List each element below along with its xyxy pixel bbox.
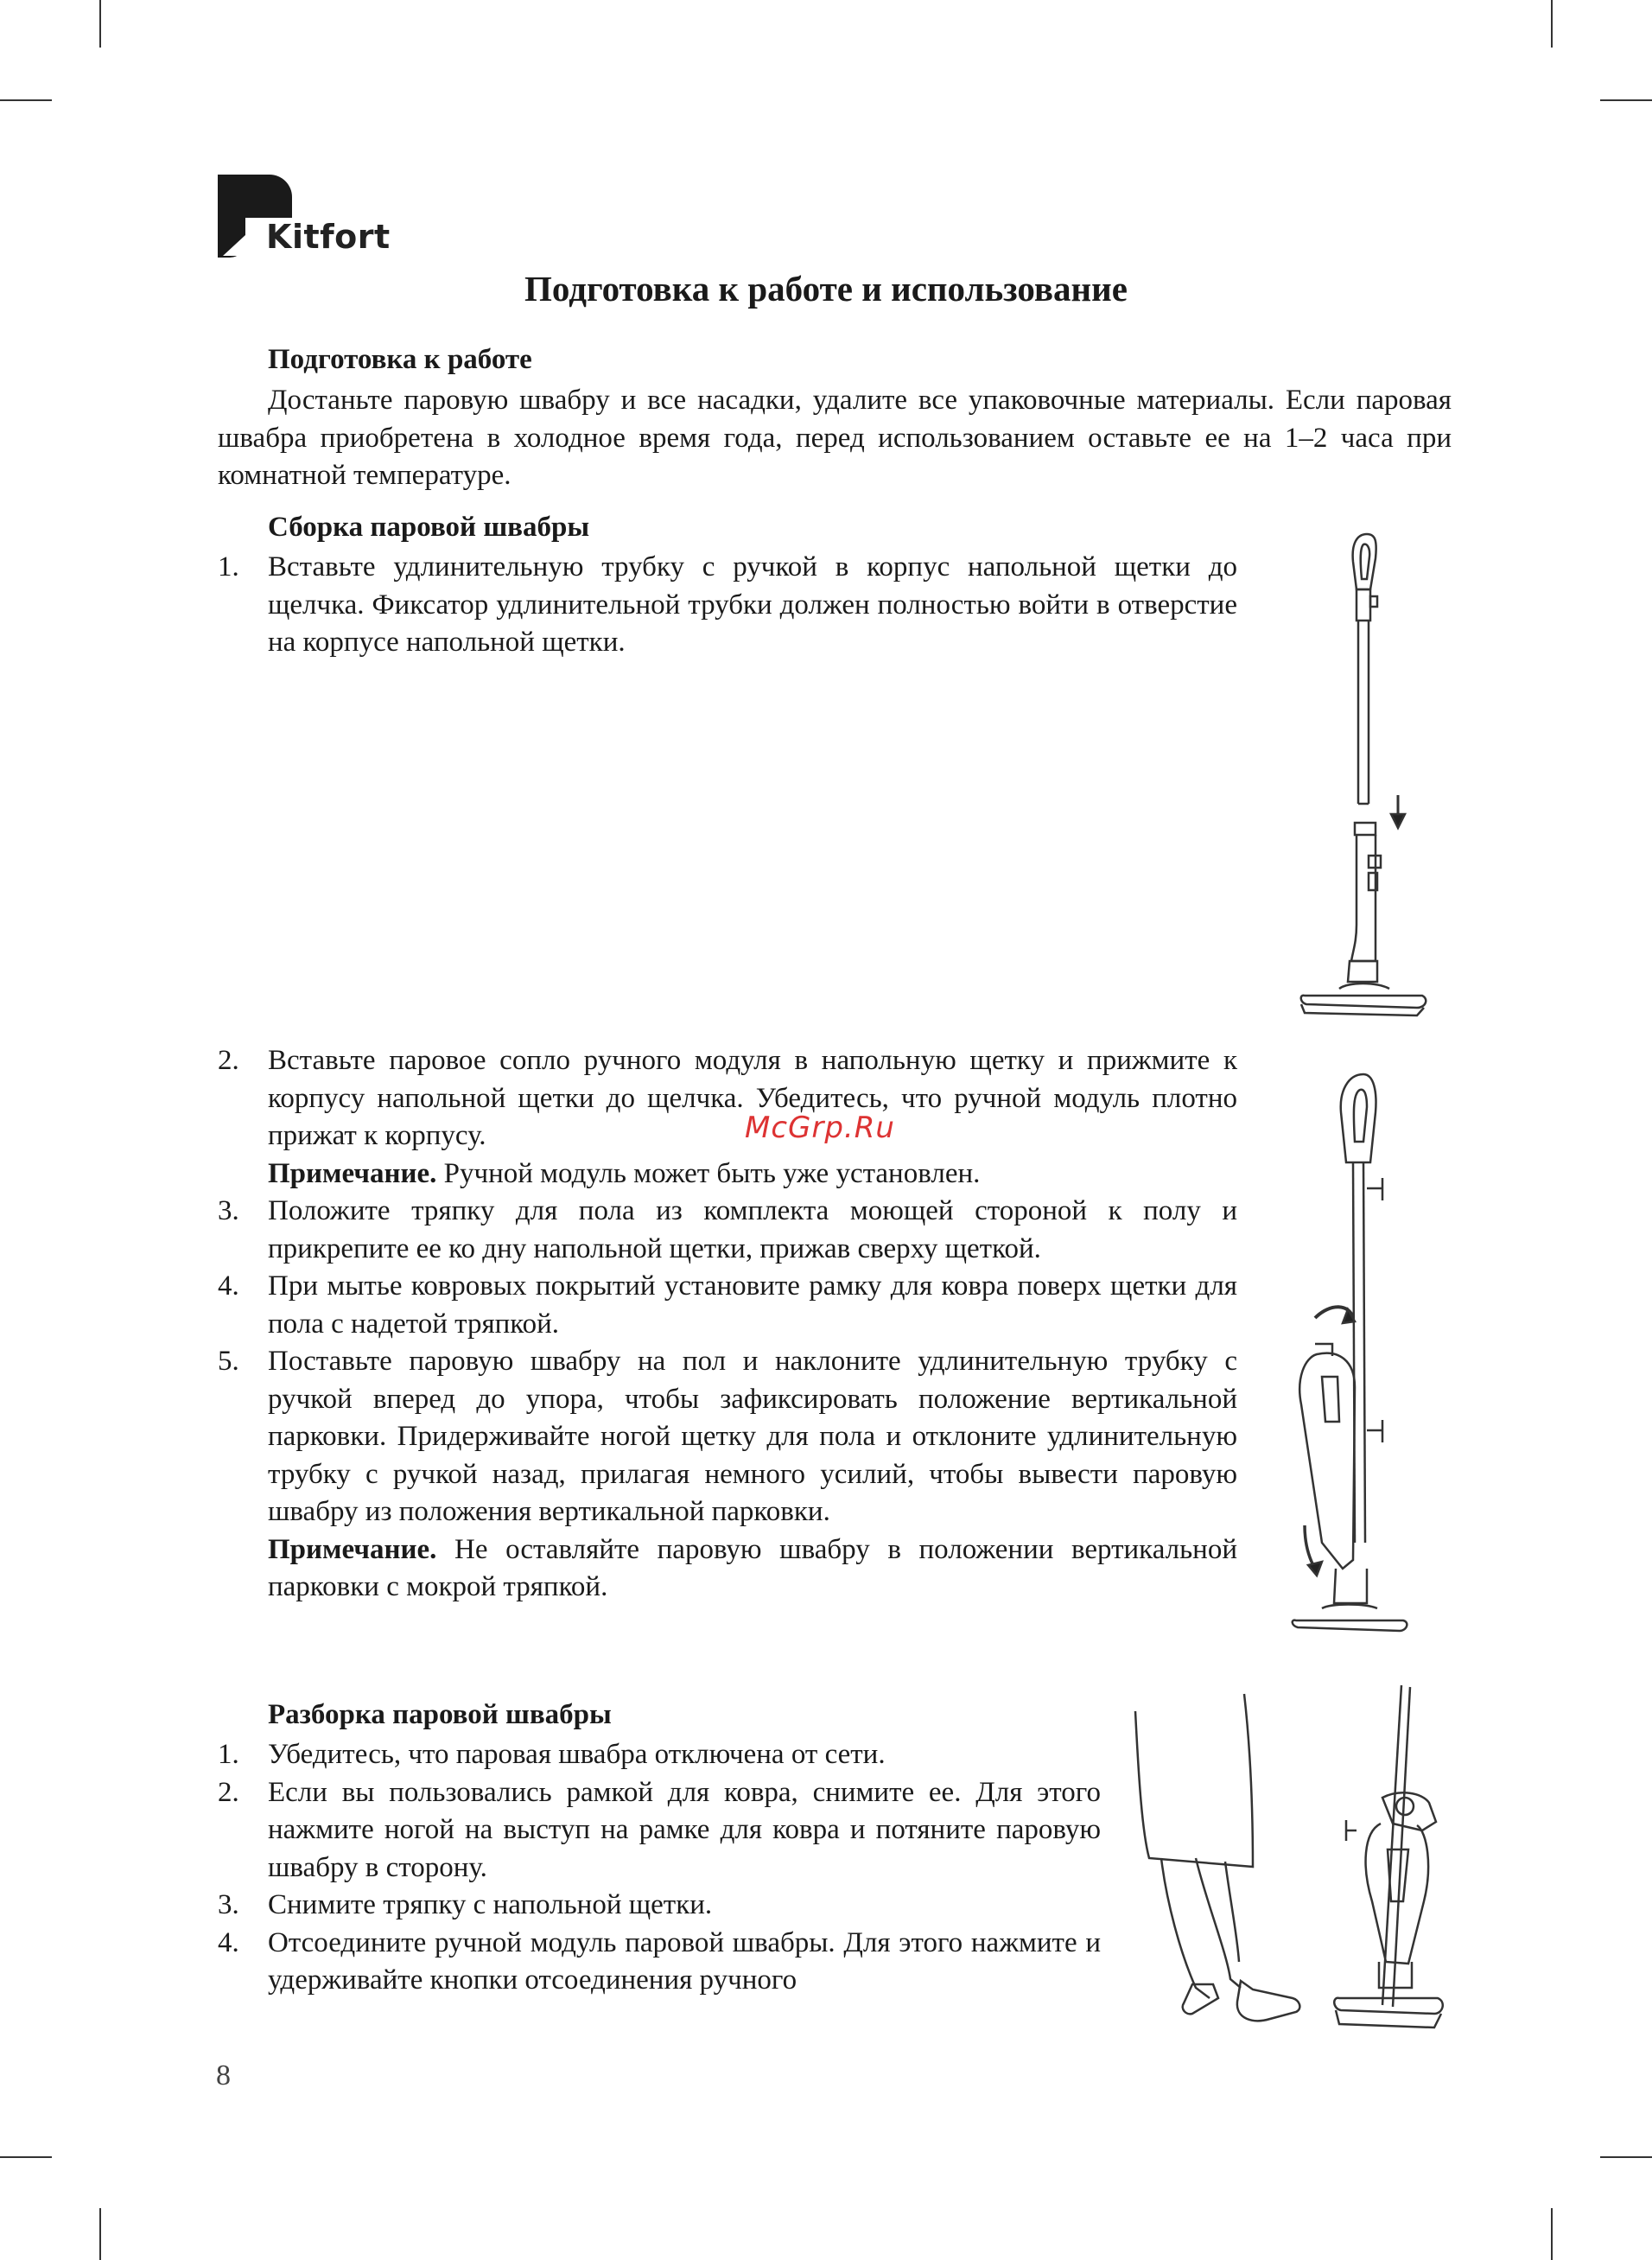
note-text: Не оставляйте паровую швабру в положении вертикальной парковки с мокрой тряпкой. [268, 1533, 1237, 1602]
list-item [218, 549, 1237, 662]
step-number: 1. [218, 551, 239, 583]
list-item [218, 1925, 1101, 2000]
note-label: Примечание. [268, 1533, 437, 1565]
step-number: 5. [218, 1346, 239, 1377]
disassembly-step-list [218, 1736, 1101, 2000]
step-text: Вставьте паровое сопло ручного модуля в напольную щетку и прижмите к корпусу напольной щетки до щелчка. Убедитесь, что ручной модуль плотно прижат к корпусу. [268, 1045, 1237, 1151]
page-number: 8 [216, 2059, 231, 2091]
step-text: При мытье ковровых покрытий установите рамку для ковра поверх щетки для пола с надетой тряпкой. [268, 1270, 1237, 1340]
list-item [218, 1343, 1237, 1531]
crop-mark [99, 2208, 101, 2260]
step-text: Если вы пользовались рамкой для ковра, снимите ее. Для этого нажмите ногой на выступ на рамке для ковра и потяните паровую швабру в сторону. [268, 1776, 1101, 1883]
step-number: 3. [218, 1195, 239, 1226]
prep-heading: Подготовка к работе [268, 344, 532, 375]
note [218, 1155, 1237, 1194]
note [218, 1531, 1237, 1607]
assembly-step-list-2 [218, 1042, 1237, 1607]
logo-text: Kitfort [266, 218, 391, 256]
mop-disassembly-illustration [1123, 1677, 1452, 2048]
list-item [218, 1887, 1101, 1925]
assembly-heading: Сборка паровой швабры [268, 512, 590, 543]
step-number: 2. [218, 1776, 239, 1808]
crop-mark [1551, 0, 1553, 48]
mop-assembly-illustration [1287, 519, 1443, 1020]
note-label: Примечание. [268, 1157, 437, 1189]
crop-mark [0, 2156, 52, 2158]
step-text: Поставьте паровую швабру на пол и наклоните удлинительную трубку с ручкой вперед до упора, чтобы зафиксировать положение вертикальной парковки. Придерживайте ногой щетку для пола и отклоните удлинительную трубку с ручкой назад, прилагая немного усилий, чтобы вывести паровую швабру из положения вертикальной парковки. [268, 1346, 1237, 1527]
prep-text [218, 382, 1452, 495]
note-text: Ручной модуль может быть уже установлен. [436, 1157, 981, 1189]
crop-mark [1551, 2208, 1553, 2260]
step-number: 4. [218, 1926, 239, 1958]
step-number: 3. [218, 1889, 239, 1920]
list-item [218, 1042, 1237, 1155]
crop-mark [1600, 99, 1652, 101]
crop-mark [1600, 2156, 1652, 2158]
step-number: 1. [218, 1739, 239, 1770]
watermark: McGrp.Ru [745, 1111, 895, 1145]
step-text: Отсоедините ручной модуль паровой швабры. Для этого нажмите и удерживайте кнопки отсоединения ручного [268, 1926, 1101, 1996]
crop-mark [0, 99, 52, 101]
page-title: Подготовка к работе и использование [524, 269, 1128, 309]
crop-mark [99, 0, 101, 48]
list-item [218, 1268, 1237, 1343]
mop-module-illustration [1270, 1059, 1443, 1638]
step-number: 4. [218, 1270, 239, 1302]
disassembly-heading: Разборка паровой швабры [268, 1699, 612, 1730]
list-item [218, 1736, 1101, 1774]
step-text: Положите тряпку для пола из комплекта моющей стороной к полу и прикрепите ее ко дну напольной щетки, прижав сверху щеткой. [268, 1195, 1237, 1264]
step-text: Вставьте удлинительную трубку с ручкой в корпус напольной щетки до щелчка. Фиксатор удлинительной трубки должен полностью войти в отверстие на корпусе напольной щетки. [268, 551, 1237, 658]
list-item [218, 1774, 1101, 1888]
list-item [218, 1193, 1237, 1268]
assembly-step-list [218, 549, 1237, 662]
step-text: Убедитесь, что паровая швабра отключена от сети. [268, 1739, 886, 1770]
step-number: 2. [218, 1045, 239, 1076]
prep-text-content: Достаньте паровую швабру и все насадки, удалите все упаковочные материалы. Если паровая швабра приобретена в холодное время года, перед использованием оставьте ее на 1–2 часа при комнатной температуре. [218, 385, 1452, 491]
step-text: Снимите тряпку с напольной щетки. [268, 1889, 713, 1920]
